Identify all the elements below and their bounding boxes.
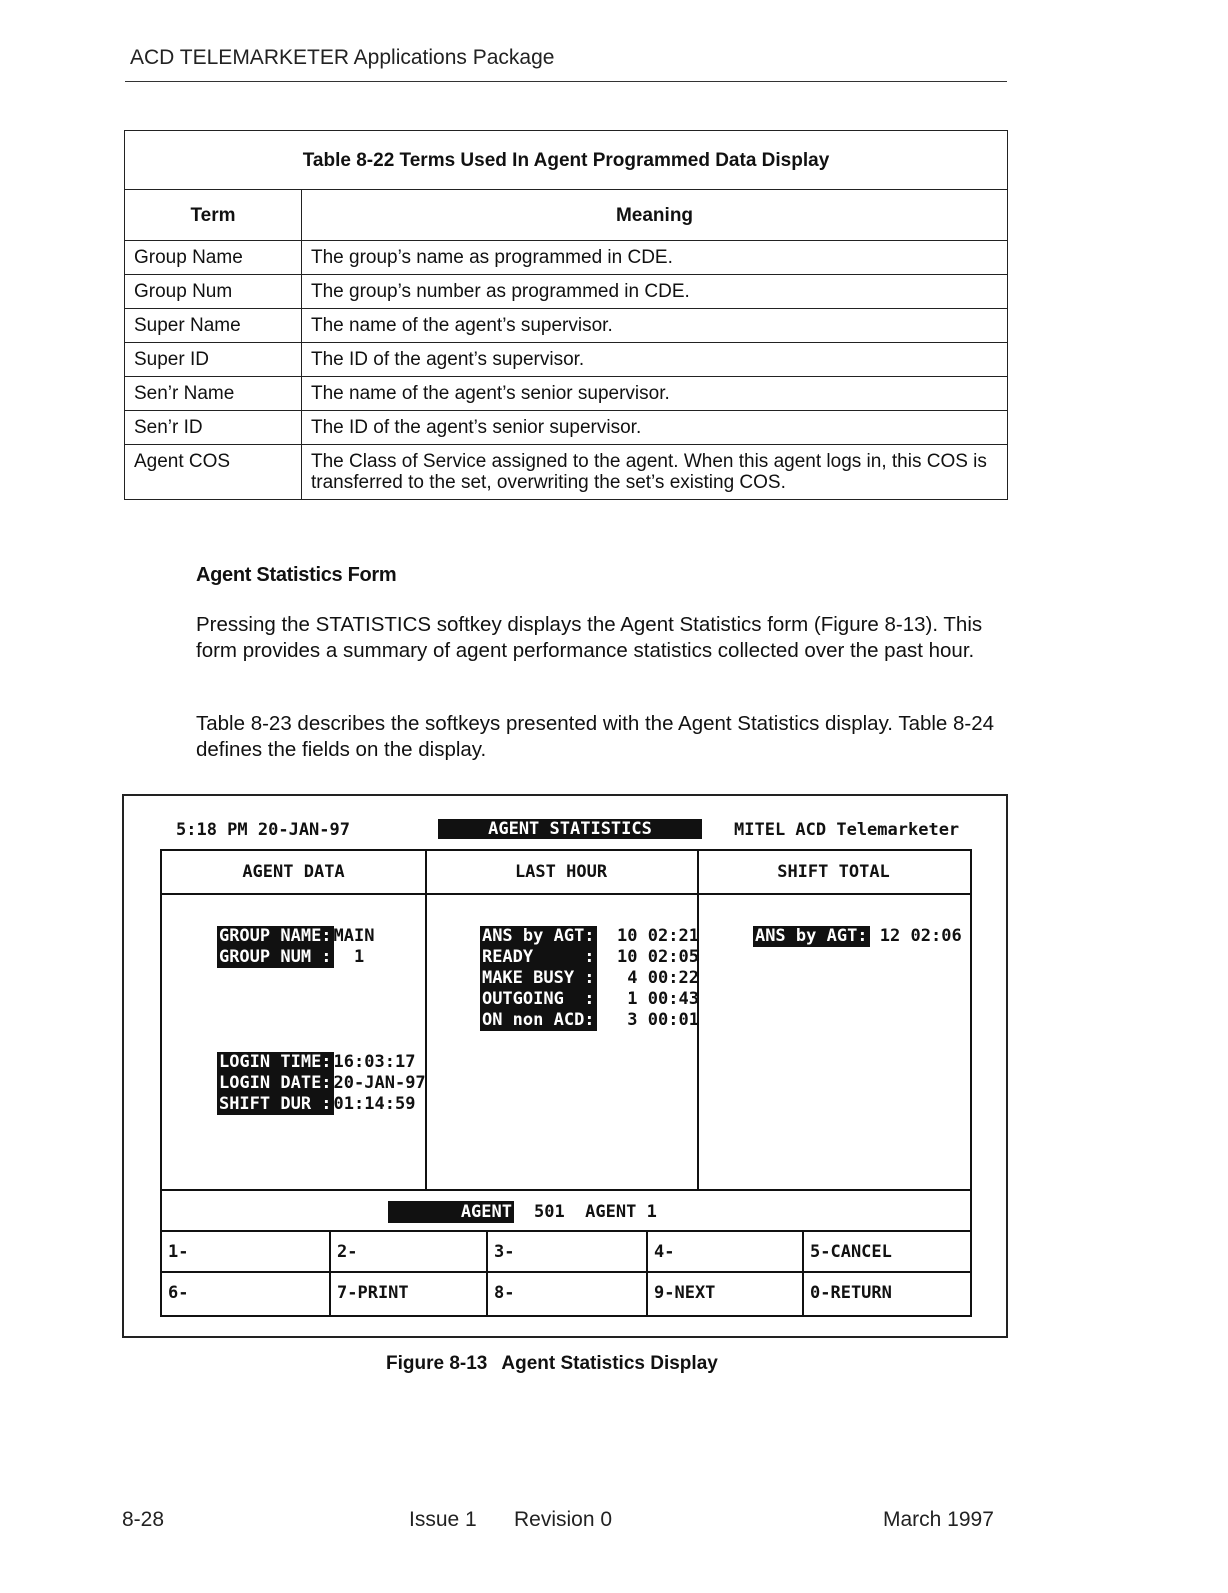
screen-brand: MITEL ACD Telemarketer xyxy=(734,820,960,840)
softkey-cancel[interactable]: 5-CANCEL xyxy=(810,1242,892,1262)
figure-caption xyxy=(386,1353,718,1375)
stat-time: 02:21 xyxy=(647,926,699,946)
section-title: Agent Statistics Form xyxy=(196,564,397,586)
login-time-row xyxy=(176,1031,416,1072)
column-header-shift-total: SHIFT TOTAL xyxy=(697,851,970,895)
field-label: LOGIN TIME: xyxy=(218,1052,332,1072)
field-value: 01:14:59 xyxy=(333,1094,416,1114)
terms-table xyxy=(124,130,1008,500)
softkey-8[interactable]: 8- xyxy=(494,1283,515,1303)
row-divider xyxy=(162,1189,970,1191)
field-label: SHIFT DUR : xyxy=(218,1094,332,1114)
field-value: MAIN xyxy=(333,926,375,946)
stat-count: 10 xyxy=(617,947,638,967)
page-header: ACD TELEMARKETER Applications Package xyxy=(130,46,555,69)
meaning-cell: The Class of Service assigned to the agent. When this agent logs in, this COS is transferred to the set, overwriting the set’s existing COS. xyxy=(302,445,1008,500)
stat-time: 00:43 xyxy=(647,989,699,1009)
paragraph: Pressing the STATISTICS softkey displays the Agent Statistics form (Figure 8-13). This form provides a summary of agent performance statistics collected over the past hour. xyxy=(196,613,983,662)
column-divider xyxy=(425,851,427,1189)
last-hour-row xyxy=(439,926,699,967)
meaning-cell: The ID of the agent’s senior supervisor. xyxy=(302,411,1008,445)
meaning-cell: The ID of the agent’s supervisor. xyxy=(302,343,1008,377)
softkey-2[interactable]: 2- xyxy=(337,1242,358,1262)
table-row xyxy=(125,411,1008,445)
field-label: ON non ACD: xyxy=(481,1010,595,1030)
meaning-cell: The name of the agent’s supervisor. xyxy=(302,309,1008,343)
table-header-meaning: Meaning xyxy=(302,190,1008,241)
agent-label: AGENT xyxy=(388,1201,514,1223)
login-date-row xyxy=(176,1052,426,1093)
last-hour-row xyxy=(439,968,699,1009)
header-divider xyxy=(125,81,1007,82)
paragraph: Table 8-23 describes the softkeys presented with the Agent Statistics display. Table 8-24 defines the fields on the display. xyxy=(196,712,995,761)
stat-time: 02:06 xyxy=(910,926,962,946)
column-header-agent-data: AGENT DATA xyxy=(162,851,425,895)
table-row xyxy=(125,445,1008,500)
shift-total-row xyxy=(712,905,962,946)
field-value: 1 xyxy=(333,947,365,967)
meaning-cell: The group’s name as programmed in CDE. xyxy=(302,241,1008,275)
footer-page-number: 8-28 xyxy=(122,1508,165,1531)
field-label: GROUP NAME: xyxy=(218,926,332,946)
softkey-1[interactable]: 1- xyxy=(168,1242,189,1262)
footer-revision: Revision 0 xyxy=(514,1508,613,1531)
term-cell: Group Num xyxy=(125,275,302,309)
table-row xyxy=(125,377,1008,411)
last-hour-row xyxy=(439,947,699,988)
table-row xyxy=(125,343,1008,377)
term-cell: Sen’r ID xyxy=(125,411,302,445)
group-num-row xyxy=(176,926,365,967)
stat-count: 1 xyxy=(617,989,638,1009)
stat-count: 3 xyxy=(617,1010,638,1030)
group-name-row xyxy=(176,905,375,946)
term-cell: Sen’r Name xyxy=(125,377,302,411)
field-label: ANS by AGT: xyxy=(754,926,868,946)
softkey-6[interactable]: 6- xyxy=(168,1283,189,1303)
field-label: ANS by AGT: xyxy=(481,926,595,946)
field-label: MAKE BUSY : xyxy=(481,968,595,988)
stat-count: 10 xyxy=(617,926,638,946)
figure-title: Agent Statistics Display xyxy=(501,1353,718,1374)
agent-statistics-screen xyxy=(160,849,972,1317)
softkey-3[interactable]: 3- xyxy=(494,1242,515,1262)
softkey-return[interactable]: 0-RETURN xyxy=(810,1283,892,1303)
softkey-4[interactable]: 4- xyxy=(654,1242,675,1262)
field-value: 20-JAN-97 xyxy=(333,1073,426,1093)
field-label: LOGIN DATE: xyxy=(218,1073,332,1093)
meaning-cell: The group’s number as programmed in CDE. xyxy=(302,275,1008,309)
last-hour-row xyxy=(439,905,699,946)
stat-time: 00:22 xyxy=(647,968,699,988)
stat-time: 02:05 xyxy=(647,947,699,967)
last-hour-row xyxy=(439,989,699,1030)
term-cell: Agent COS xyxy=(125,445,302,500)
screen-clock: 5:18 PM 20-JAN-97 xyxy=(176,820,350,840)
screen-title: AGENT STATISTICS xyxy=(438,819,702,839)
softkey-next[interactable]: 9-NEXT xyxy=(654,1283,716,1303)
table-caption: Table 8-22 Terms Used In Agent Programmed Data Display xyxy=(125,131,1008,190)
table-header-term: Term xyxy=(125,190,302,241)
term-cell: Group Name xyxy=(125,241,302,275)
term-cell: Super Name xyxy=(125,309,302,343)
shift-dur-row xyxy=(176,1073,416,1114)
term-cell: Super ID xyxy=(125,343,302,377)
column-header-last-hour: LAST HOUR xyxy=(425,851,697,895)
footer-date: March 1997 xyxy=(883,1508,994,1531)
stat-time: 00:01 xyxy=(647,1010,699,1030)
table-row xyxy=(125,275,1008,309)
field-label: GROUP NUM : xyxy=(218,947,332,967)
stat-count: 12 xyxy=(879,926,901,946)
table-row xyxy=(125,309,1008,343)
stat-count: 4 xyxy=(617,968,638,988)
field-label: OUTGOING : xyxy=(481,989,595,1009)
field-label: READY : xyxy=(481,947,595,967)
agent-id: 501 AGENT 1 xyxy=(534,1202,657,1222)
field-value: 16:03:17 xyxy=(333,1052,416,1072)
table-row xyxy=(125,241,1008,275)
footer-issue: Issue 1 xyxy=(409,1508,477,1531)
figure-number: Figure 8-13 xyxy=(386,1353,488,1374)
meaning-cell: The name of the agent’s senior supervisor. xyxy=(302,377,1008,411)
softkey-print[interactable]: 7-PRINT xyxy=(337,1283,409,1303)
